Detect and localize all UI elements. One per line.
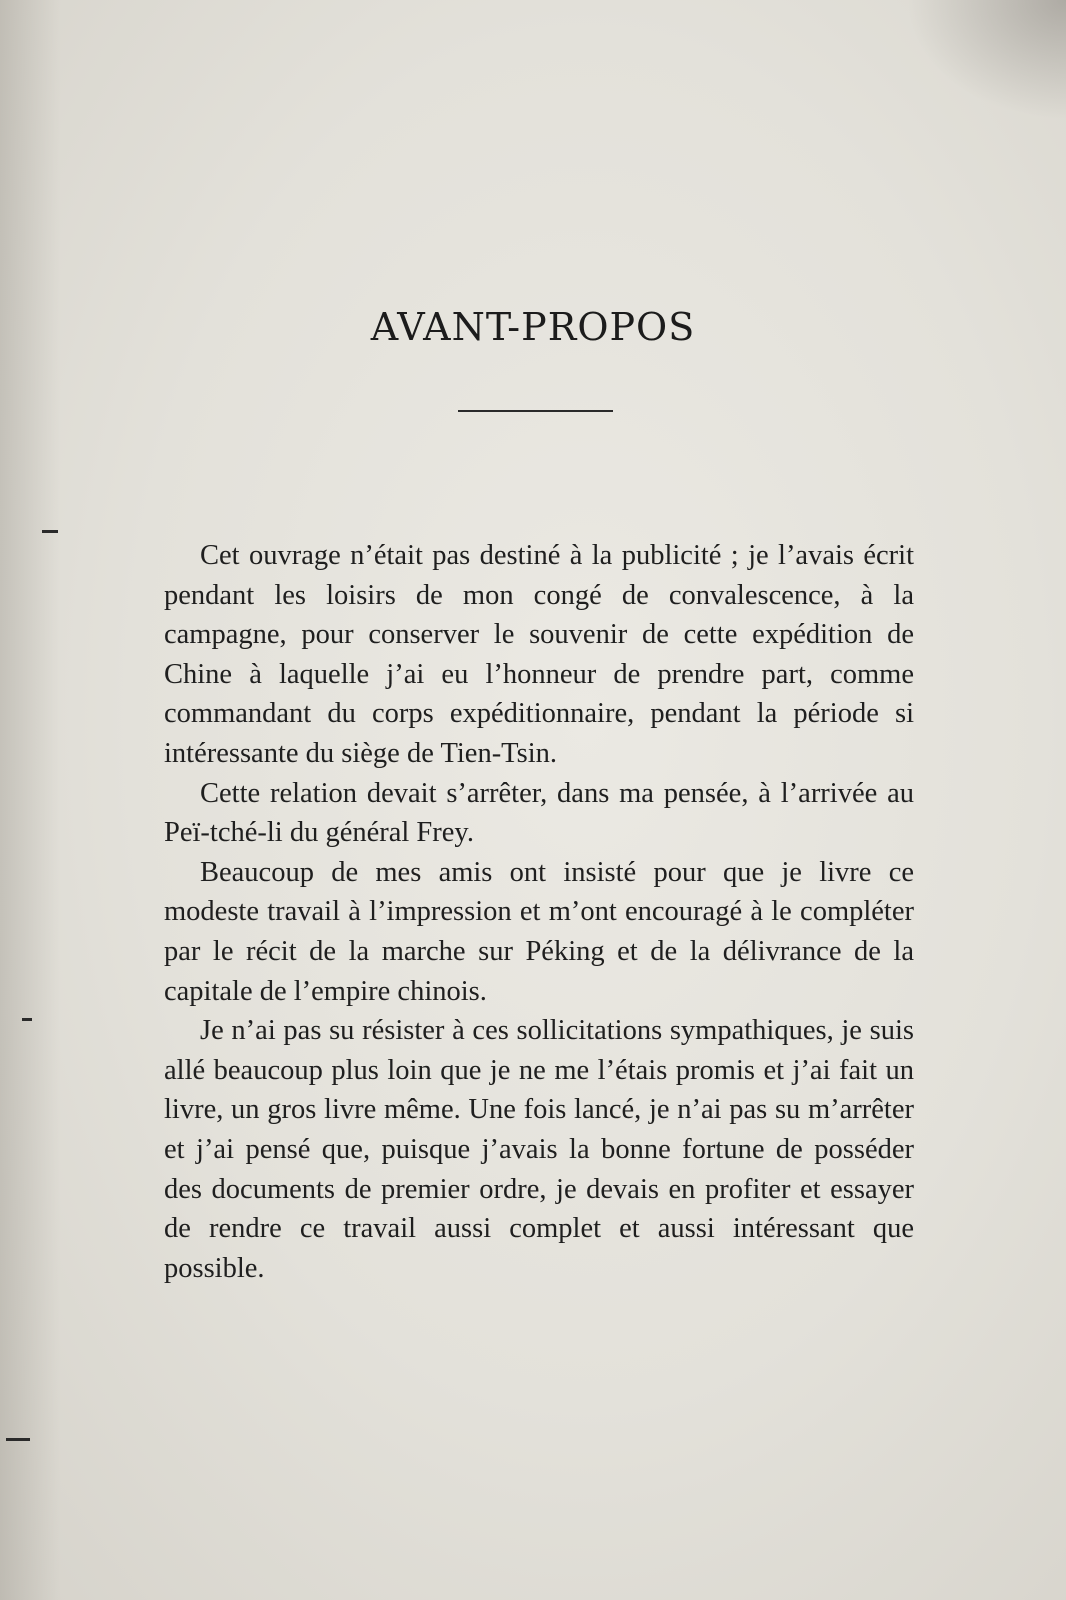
margin-mark xyxy=(22,1018,32,1021)
paragraph: Je n’ai pas su résister à ces sollicitations sympathiques, je suis allé beaucoup plus loin que je ne me l’étais promis et j’ai fait un livre, un gros livre même. Une fois lancé, je n’ai pas su m’arrêter et j’ai pensé que, puisque j’avais la bonne fortune de posséder des documents de premier ordre, je devais en profiter et essayer de rendre ce travail aussi complet et aussi intéressant que possible. xyxy=(164,1015,914,1284)
paragraph: Beaucoup de mes amis ont insisté pour que je livre ce modeste travail à l’impression et m’ont encouragé à le compléter par le récit de la marche sur Péking et de la délivrance de la capitale de l’empire chinois. xyxy=(164,856,914,1007)
paragraph: Cet ouvrage n’était pas destiné à la publicité ; je l’avais écrit pendant les loisirs de mon congé de convalescence, à la campagne, pour conserver le souvenir de cette expédition de Chine à laquelle j’ai eu l’honneur de prendre part, comme commandant du corps expéditionnaire, pendant la période si intéressante du siège de Tien-Tsin. xyxy=(164,540,914,769)
title-divider xyxy=(458,410,613,412)
paragraph: Cette relation devait s’arrêter, dans ma pensée, à l’arrivée au Peï-tché-li du général Frey. xyxy=(164,777,914,849)
body-text xyxy=(164,536,914,1288)
margin-mark xyxy=(6,1438,30,1441)
page-title: AVANT-PROPOS xyxy=(370,305,696,349)
margin-mark xyxy=(42,530,58,533)
